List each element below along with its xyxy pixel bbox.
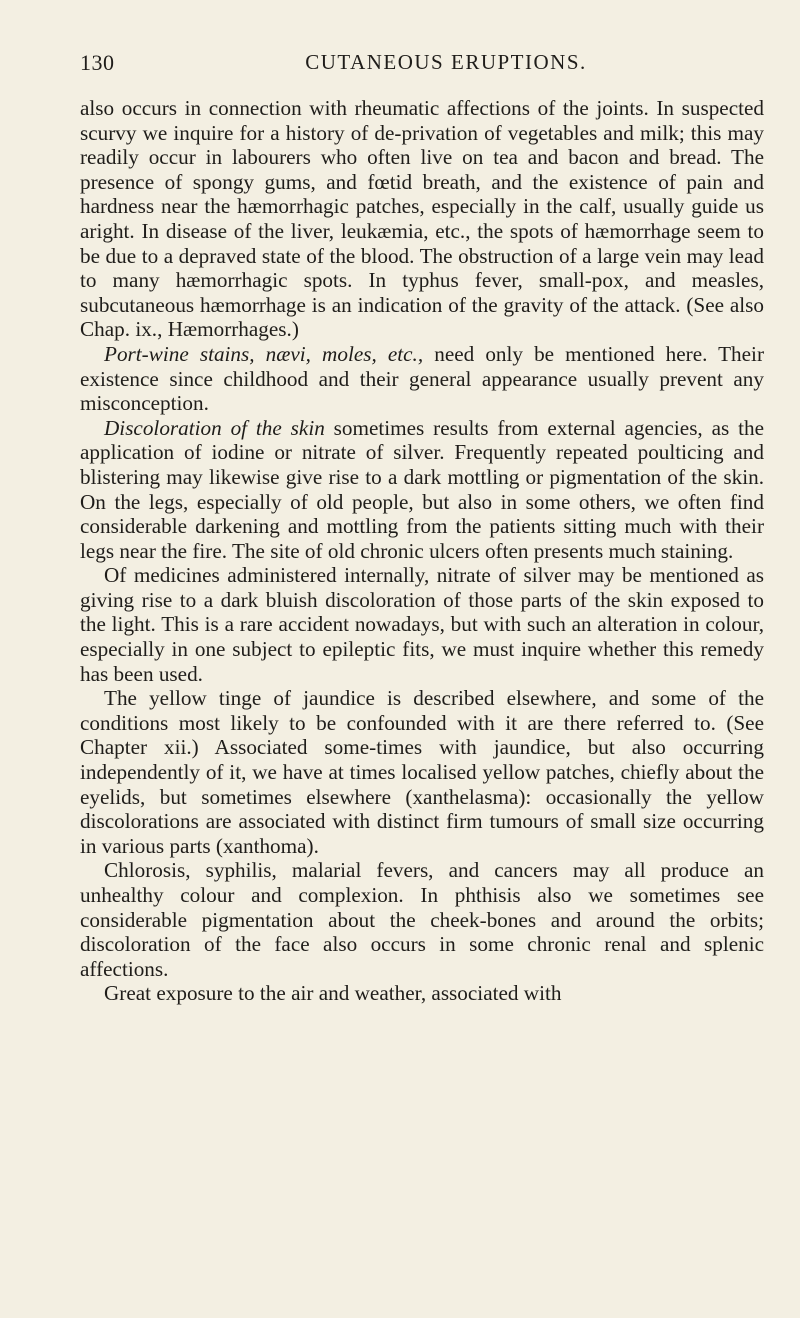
paragraph-text: need only be mentioned here. Their existence since childhood and their general appearance usually prevent any misconception. (80, 341, 764, 416)
paragraph-medicines (80, 563, 764, 686)
paragraph-chlorosis (80, 858, 764, 981)
paragraph-discoloration (80, 416, 764, 564)
paragraph-scurvy (80, 96, 764, 342)
paragraph-lead: Discoloration of the skin (104, 415, 325, 440)
paragraph-text: Great exposure to the air and weather, associated with (104, 981, 562, 1006)
paragraph-text: also occurs in connection with rheumatic affections of the joints. In suspected scurvy we inquire for a history of de-privation of vegetables and milk; this may readily occur in labourers who often live on tea and bacon and bread. The presence of spongy gums, and fœtid breath, and the existence of pain and hardness near the hæmorrhagic patches, especially in the calf, usually guide us aright. In disease of the liver, leukæmia, etc., the spots of hæmorrhage seem to be due to a depraved state of the blood. The obstruction of a large vein may lead to many hæmorrhagic spots. In typhus fever, small-pox, and measles, subcutaneous hæmorrhage is an indication of the gravity of the attack. (See also Chap. ix., Hæmorrhages.) (80, 96, 764, 342)
paragraph-text: Chlorosis, syphilis, malarial fevers, and cancers may all produce an unhealthy colour and complexion. In phthisis also we sometimes see considerable pigmentation about the cheek-bones and around the orbits; discoloration of the face also occurs in some chronic renal and splenic affections. (80, 858, 764, 981)
paragraph-exposure (80, 981, 764, 1006)
paragraph-jaundice (80, 686, 764, 858)
body-text (80, 96, 764, 1006)
paragraph-lead: Port-wine stains, nævi, moles, etc., (104, 341, 424, 366)
paragraph-text: The yellow tinge of jaundice is described elsewhere, and some of the conditions most likely to be confounded with it are there referred to. (See Chapter xii.) Associated some-times with jaundice, but also occurring independently of it, we have at times localised yellow patches, chiefly about the eyelids, but sometimes elsewhere (xanthelasma): occasionally the yellow discolorations are associated with distinct firm tumours of small size occurring in various parts (xanthoma). (80, 686, 764, 858)
paragraph-text: sometimes results from external agencies, as the application of iodine or nitrate of silver. Frequently repeated poulticing and blistering may likewise give rise to a dark mottling or pigmentation of the skin. On the legs, especially of old people, but also in some others, we often find considerable darkening and mottling from the patients sitting much with their legs near the fire. The site of old chronic ulcers often presents much staining. (80, 415, 764, 563)
paragraph-text: Of medicines administered internally, nitrate of silver may be mentioned as giving rise to a dark bluish discoloration of those parts of the skin exposed to the light. This is a rare accident nowadays, but with such an alteration in colour, especially in one subject to epileptic fits, we must inquire whether this remedy has been used. (80, 563, 764, 686)
paragraph-port-wine-stains (80, 342, 764, 416)
running-head: CUTANEOUS ERUPTIONS. (305, 50, 587, 74)
page-header (80, 50, 772, 80)
page-number: 130 (80, 50, 115, 75)
